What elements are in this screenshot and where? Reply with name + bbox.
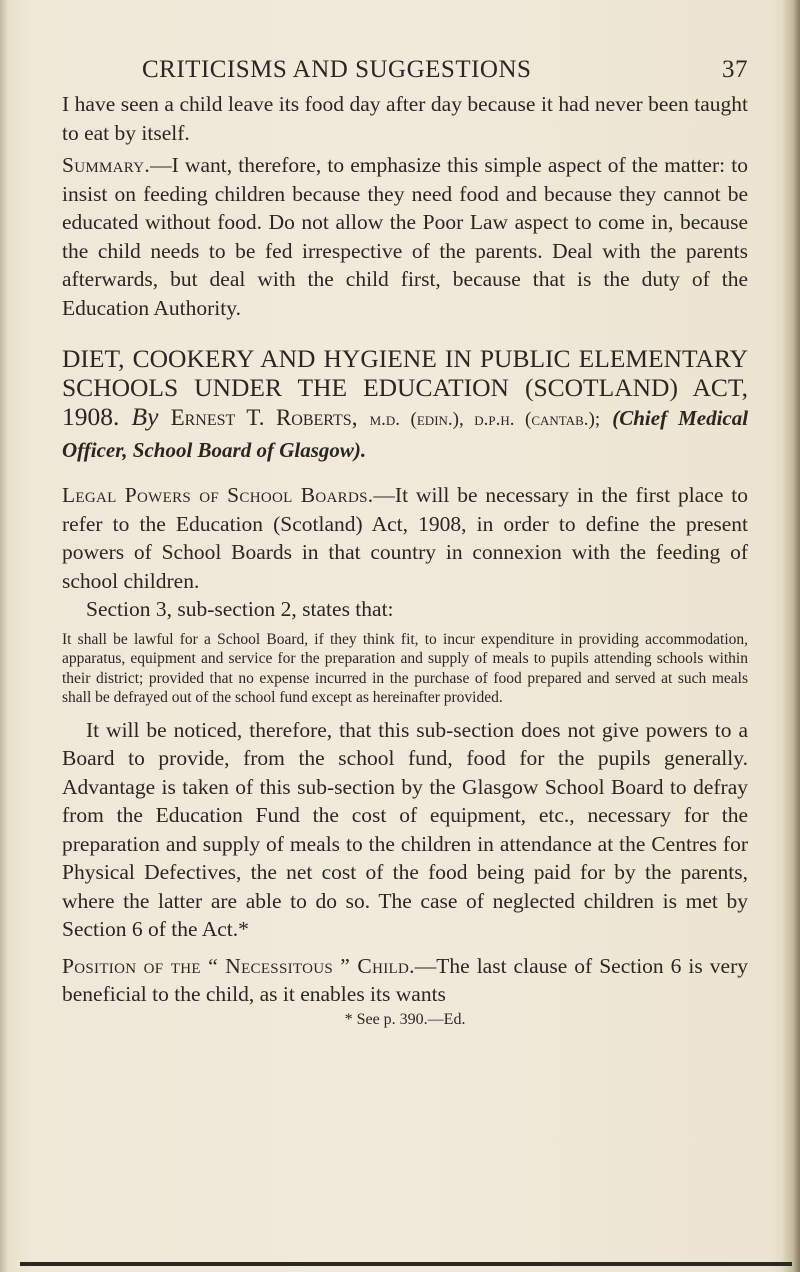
necessitous-child-text: —The last clause of Section 6 is very beneficial to the child, as it enables its wants [62,953,748,1007]
article-title-text: DIET, COOKERY AND HYGIENE IN PUBLIC ELEMENTARY SCHOOLS UNDER THE EDUCATION (SCOTLAND) ACT, 1908. [62,344,748,431]
necessitous-child-paragraph [62,952,748,1009]
article-by: By [131,402,159,431]
section-intro: Section 3, sub-section 2, states that: [86,597,394,621]
legal-powers-text: —It will be necessary in the first place to refer to the Education (Scotland) Act, 1908, in order to define the present powers of School Boards in that country in connexion with the feeding of school children. [62,483,749,593]
footnote: * See p. 390.—Ed. [344,1010,466,1028]
article-affiliation: (Chief Medical Officer, School Board of Glasgow). [62,406,749,462]
summary-paragraph [62,151,748,322]
page-number: 37 [722,56,748,83]
article-degrees: m.d. (edin.), d.p.h. (cantab.); [369,409,601,430]
page-bottom-rule [20,1262,792,1266]
page-header [62,56,748,90]
summary-text: —I want, therefore, to emphasize this simple aspect of the matter: to insist on feeding children because they need food and because they cannot be educated without food. Do not allow the Poor Law aspect to come in, because the child needs to be fed irrespective of the parents. Deal with the parents afterwards, but deal with the child first, because that is the duty of the Education Authority. [62,153,748,320]
necessitous-child-label: Position of the “ Necessitous ” Child. [62,953,415,978]
legal-powers-label: Legal Powers of School Boards. [62,483,374,507]
page-content [62,56,748,1030]
article-title [62,344,748,465]
summary-label: Summary. [62,153,151,177]
legal-powers-paragraph [62,481,748,595]
analysis-paragraph: It will be noticed, therefore, that this sub-section does not give powers to a Board to provide, from the school fund, food for the pupils generally. Advantage is taken of this sub-section by the Glasgow School Board to defray from the Education Fund the cost of equipment, etc., necessary for the preparation and supply of meals to the children in attendance at the Centres for Physical Defectives, the net cost of the food being paid for by the parents, where the latter are able to do so. The case of neglected children is met by Section 6 of the Act.* [62,717,748,942]
act-quotation: It shall be lawful for a School Board, if they think fit, to incur expenditure in providing accommodation, apparatus, equipment and service for the preparation and supply of meals to pupils attending schools within their district; provided that no expense incurred in the purchase of food prepared and served at such meals shall be defrayed out of the school fund except as hereinafter provided. [62,630,748,707]
page-binding-shadow [782,0,800,1272]
article-author: Ernest T. Roberts, [170,405,358,430]
page-left-shadow [0,0,8,1272]
running-title: CRITICISMS AND SUGGESTIONS [142,56,532,83]
opening-paragraph: I have seen a child leave its food day after day because it had never been taught to eat by itself. [62,92,748,145]
